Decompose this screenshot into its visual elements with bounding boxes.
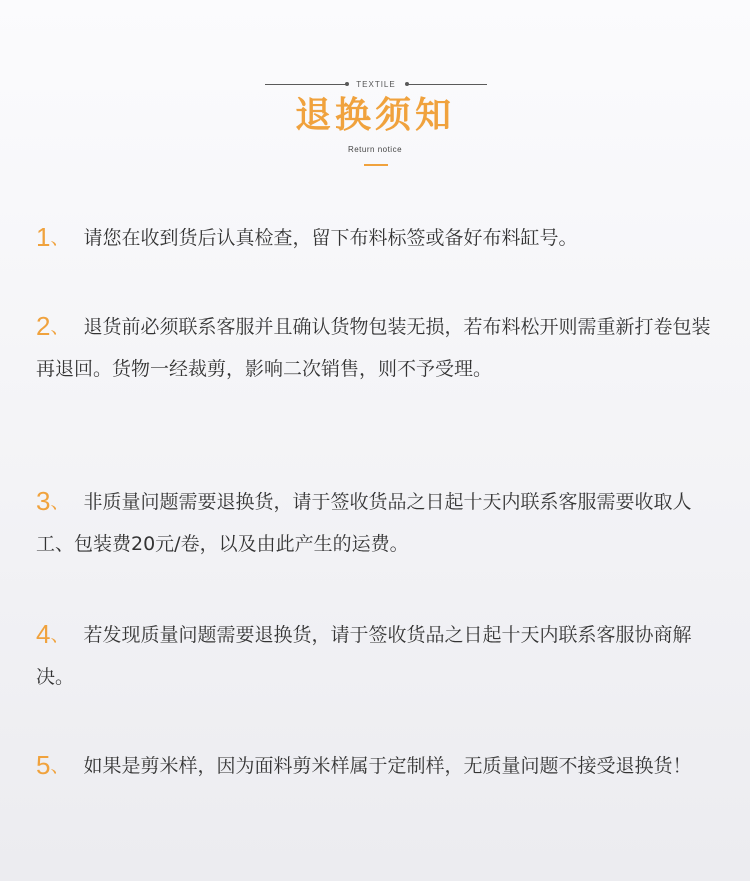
item-number: 2: [36, 311, 51, 341]
item-text: 退货前必须联系客服并且确认货物包装无损，若布料松开则需重新打卷包装再退回。货物一经裁剪，影响二次销售，则不予受理。: [36, 316, 711, 380]
item-number: 5: [36, 750, 51, 780]
page-subtitle: Return notice: [347, 145, 403, 154]
notice-item-2: [36, 305, 726, 390]
item-separator: 、: [50, 755, 70, 777]
item-number: 3: [36, 486, 51, 516]
notice-item-3: [36, 480, 726, 565]
page-title: 退换须知: [294, 95, 455, 136]
item-number: 4: [36, 619, 51, 649]
item-separator: 、: [50, 316, 70, 338]
item-number: 1: [36, 222, 51, 252]
item-text: 如果是剪米样，因为面料剪米样属于定制样，无质量问题不接受退换货！: [83, 755, 692, 777]
item-text: 非质量问题需要退换货，请于签收货品之日起十天内联系客服需要收取人工、包装费20元/卷，以及由此产生的运费。: [36, 491, 692, 555]
notice-item-4: [36, 613, 726, 698]
item-text: 若发现质量问题需要退换货，请于签收货品之日起十天内联系客服协商解决。: [36, 624, 692, 688]
item-separator: 、: [50, 227, 70, 249]
notice-item-5: [36, 744, 726, 787]
item-separator: 、: [50, 624, 70, 646]
notice-item-1: [36, 216, 726, 259]
item-separator: 、: [50, 491, 70, 513]
item-text: 请您在收到货后认真检查，留下布料标签或备好布料缸号。: [83, 227, 578, 249]
eyebrow-label: TEXTILE: [356, 80, 396, 89]
